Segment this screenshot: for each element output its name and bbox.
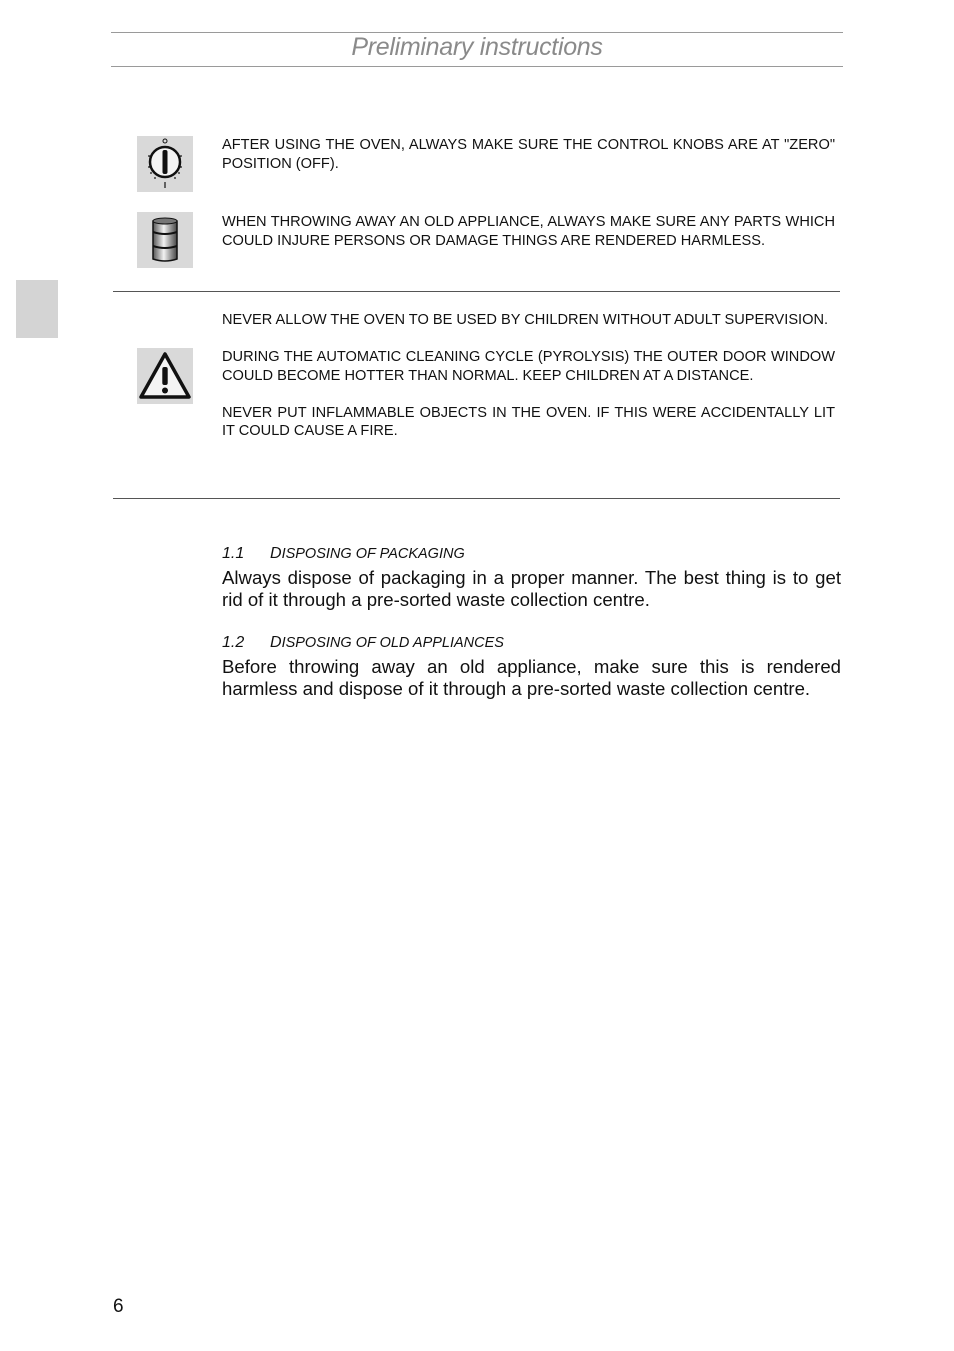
page-title: Preliminary instructions [351, 33, 603, 61]
notice-inflammable: NEVER PUT INFLAMMABLE OBJECTS IN THE OVEN. IF THIS WERE ACCIDENTALLY LIT IT COULD CAUSE A FIRE. [222, 404, 835, 439]
section-heading: 1.2 DISPOSING OF OLD APPLIANCES [222, 634, 504, 651]
notice-appliance-disposal: WHEN THROWING AWAY AN OLD APPLIANCE, ALWAYS MAKE SURE ANY PARTS WHICH COULD INJURE PERSONS OR DAMAGE THINGS ARE RENDERED HARMLESS. [222, 214, 835, 249]
header-rule-bottom [111, 66, 843, 67]
page-number: 6 [113, 1296, 124, 1317]
waste-barrel-icon [137, 212, 193, 268]
section-body: Always dispose of packaging in a proper manner. The best thing is to get rid of it through a pre-sorted waste collection centre. [222, 567, 841, 610]
notice-control-knobs: AFTER USING THE OVEN, ALWAYS MAKE SURE THE CONTROL KNOBS ARE AT "ZERO" POSITION (OFF). [222, 137, 835, 172]
section-heading: 1.1 DISPOSING OF PACKAGING [222, 545, 465, 562]
notice-children: NEVER ALLOW THE OVEN TO BE USED BY CHILDREN WITHOUT ADULT SUPERVISION. [222, 312, 829, 328]
divider [113, 291, 840, 292]
section-number: 1.1 [222, 545, 245, 562]
divider [113, 498, 840, 499]
section-number: 1.2 [222, 634, 245, 651]
section-tab-marker [16, 280, 58, 338]
safety-warnings [222, 311, 835, 459]
control-knob-icon [137, 136, 193, 192]
section-body: Before throwing away an old appliance, make sure this is rendered harmless and dispose of it through a pre-sorted waste collection centre. [222, 656, 841, 699]
warning-triangle-icon [137, 348, 193, 404]
notice-pyrolysis: DURING THE AUTOMATIC CLEANING CYCLE (PYROLYSIS) THE OUTER DOOR WINDOW COULD BECOME HOTTER THAN NORMAL. KEEP CHILDREN AT A DISTANCE. [222, 349, 835, 384]
